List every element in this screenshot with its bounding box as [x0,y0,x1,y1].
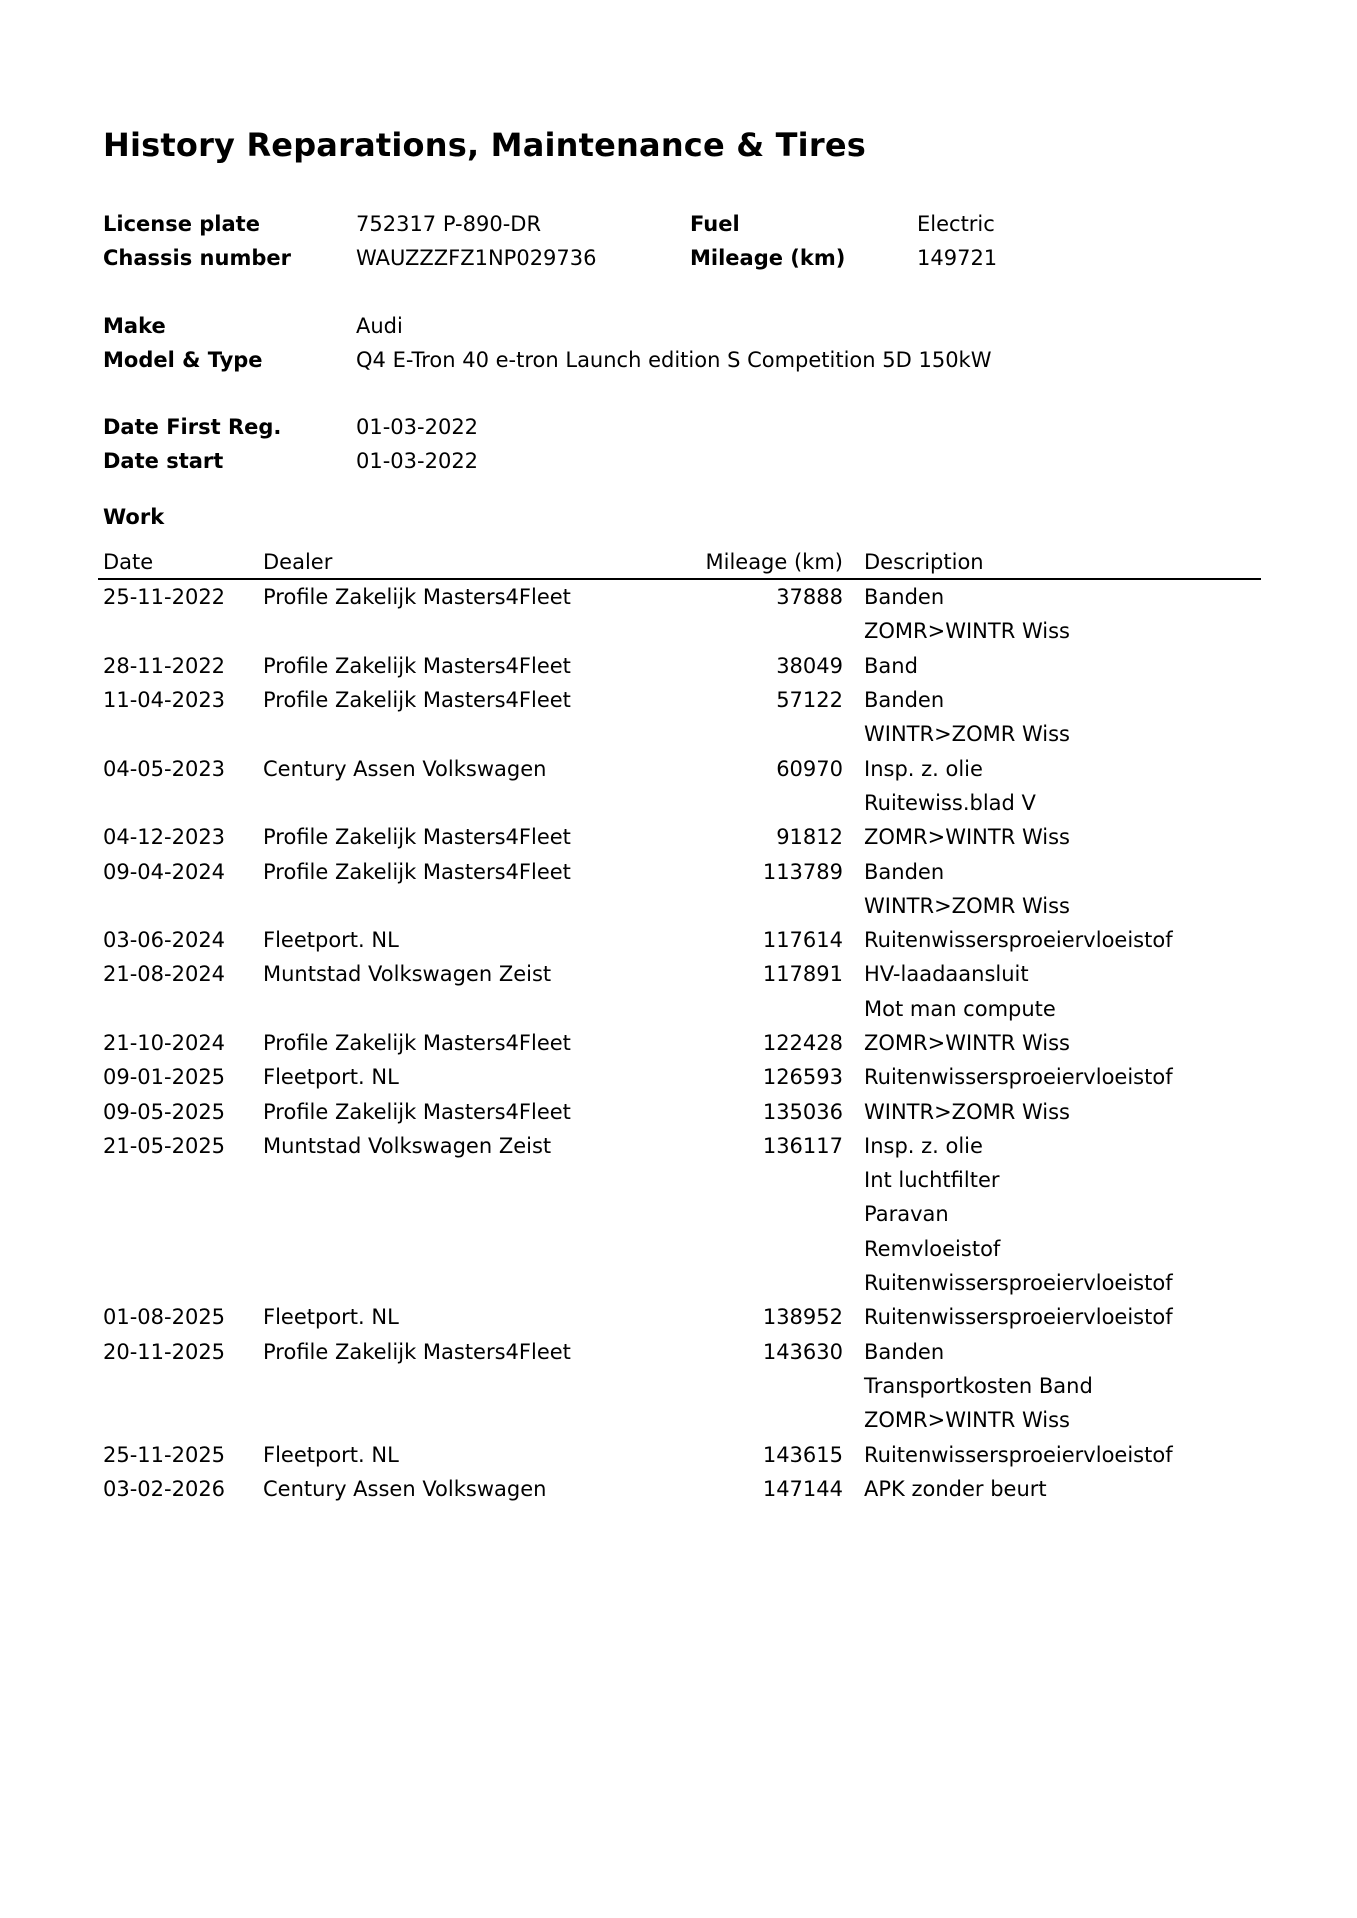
cell-mileage [688,1163,859,1197]
cell-dealer: Profile Zakelijk Masters4Fleet [263,1031,571,1055]
cell-mileage: 143630 [762,1339,843,1364]
cell-mileage [688,717,859,751]
cell-mileage [688,1403,859,1437]
cell-date [98,717,258,751]
cell-description: Mot man compute [864,996,1056,1021]
cell-description: Banden [864,585,945,610]
table-row [98,614,1261,648]
cell-description: WINTR>ZOMR Wiss [864,893,1071,918]
cell-description: Insp. z. olie [864,756,983,781]
cell-description: HV-laadaansluit [864,962,1029,987]
table-row [98,683,1261,717]
cell-date: 04-05-2023 [103,756,226,781]
cell-description: Ruitenwissersproeiervloeistof [864,928,1173,953]
cell-dealer [258,1197,688,1231]
cell-mileage: 117614 [762,928,843,953]
table-row [98,923,1261,957]
cell-mileage: 122428 [762,1031,843,1055]
cell-date [98,1369,258,1403]
work-table-body [98,579,1261,1506]
cell-dealer [258,786,688,820]
cell-mileage: 60970 [776,756,843,781]
cell-dealer: Profile Zakelijk Masters4Fleet [263,653,571,678]
cell-description: APK zonder beurt [864,1476,1047,1501]
page-title: History Reparations, Maintenance & Tires [103,126,866,164]
cell-date [98,1197,258,1231]
cell-dealer [258,717,688,751]
cell-description: Remvloeistof [864,1236,1001,1261]
table-row [98,820,1261,854]
cell-description: ZOMR>WINTR Wiss [864,825,1071,850]
license-plate-value: 752317 P-890-DR [356,212,542,236]
cell-description: Ruitenwissersproeiervloeistof [864,1442,1173,1467]
model-type-value: Q4 E-Tron 40 e-tron Launch edition S Competition 5D 150kW [356,348,992,372]
cell-dealer [258,1403,688,1437]
cell-mileage: 143615 [762,1442,843,1467]
cell-date [98,889,258,923]
cell-date [98,992,258,1026]
cell-description: Banden [864,688,945,713]
table-row [98,992,1261,1026]
cell-mileage: 37888 [776,585,843,610]
cell-dealer: Profile Zakelijk Masters4Fleet [263,688,571,713]
cell-mileage: 135036 [762,1099,843,1124]
cell-description: Ruitenwissersproeiervloeistof [864,1271,1173,1296]
work-table [98,546,1261,1506]
cell-dealer: Profile Zakelijk Masters4Fleet [263,859,571,884]
cell-dealer [258,1232,688,1266]
table-row [98,579,1261,614]
table-row [98,1129,1261,1163]
cell-dealer [258,1369,688,1403]
table-row [98,889,1261,923]
column-header-date: Date [98,546,258,579]
table-row [98,1403,1261,1437]
cell-mileage [688,1266,859,1300]
table-row [98,1197,1261,1231]
cell-dealer: Profile Zakelijk Masters4Fleet [263,585,571,610]
cell-dealer: Fleetport. NL [263,1065,399,1090]
cell-description: Insp. z. olie [864,1133,983,1158]
table-row [98,786,1261,820]
cell-mileage: 126593 [762,1065,843,1090]
cell-dealer: Fleetport. NL [263,1305,399,1330]
fuel-label: Fuel [690,212,740,236]
cell-date [98,1266,258,1300]
table-row [98,1300,1261,1334]
cell-mileage: 147144 [762,1476,843,1501]
cell-date [98,1403,258,1437]
cell-mileage: 136117 [762,1133,843,1158]
cell-date [98,1163,258,1197]
cell-dealer: Profile Zakelijk Masters4Fleet [263,1099,571,1124]
cell-mileage [688,786,859,820]
cell-date: 09-04-2024 [103,859,226,884]
cell-mileage [688,1197,859,1231]
cell-description: ZOMR>WINTR Wiss [864,1408,1071,1433]
table-row [98,1335,1261,1369]
table-row [98,854,1261,888]
fuel-value: Electric [917,212,995,236]
table-row [98,1232,1261,1266]
cell-mileage: 91812 [776,825,843,850]
cell-date: 25-11-2022 [103,585,226,610]
cell-dealer: Century Assen Volkswagen [263,756,547,781]
date-start-value: 01-03-2022 [356,449,479,473]
cell-dealer: Fleetport. NL [263,1442,399,1467]
table-row [98,1094,1261,1128]
work-table-header [98,546,1261,579]
cell-description: Paravan [864,1202,949,1227]
table-row [98,1472,1261,1506]
license-plate-label: License plate [103,212,260,236]
cell-date: 04-12-2023 [103,825,226,850]
cell-dealer [258,992,688,1026]
cell-description: ZOMR>WINTR Wiss [864,1031,1071,1055]
model-type-label: Model & Type [103,348,263,372]
cell-date: 03-06-2024 [103,928,226,953]
cell-date: 11-04-2023 [103,688,226,713]
date-start-label: Date start [103,449,224,473]
make-label: Make [103,314,166,338]
cell-mileage [688,1369,859,1403]
cell-mileage: 57122 [776,688,843,713]
cell-dealer: Muntstad Volkswagen Zeist [263,1133,552,1158]
cell-description: ZOMR>WINTR Wiss [864,619,1071,644]
cell-date: 28-11-2022 [103,653,226,678]
table-row [98,1437,1261,1471]
cell-dealer [258,889,688,923]
cell-mileage [688,889,859,923]
cell-dealer: Century Assen Volkswagen [263,1476,547,1501]
cell-date [98,1232,258,1266]
cell-dealer [258,1266,688,1300]
table-row [98,751,1261,785]
cell-mileage [688,1232,859,1266]
mileage-label: Mileage (km) [690,246,846,270]
cell-dealer: Muntstad Volkswagen Zeist [263,962,552,987]
column-header-description: Description [859,546,1261,579]
cell-description: Banden [864,1339,945,1364]
cell-date [98,614,258,648]
cell-mileage [688,992,859,1026]
table-row [98,1266,1261,1300]
column-header-mileage: Mileage (km) [688,546,859,579]
cell-date: 09-01-2025 [103,1065,226,1090]
cell-description: Ruitenwissersproeiervloeistof [864,1305,1173,1330]
table-row [98,1060,1261,1094]
cell-description: WINTR>ZOMR Wiss [864,1099,1071,1124]
date-first-reg-value: 01-03-2022 [356,415,479,439]
make-value: Audi [356,314,403,338]
cell-date: 20-11-2025 [103,1339,226,1364]
cell-description: Band [864,653,918,678]
cell-date: 01-08-2025 [103,1305,226,1330]
table-row [98,1026,1261,1060]
cell-date: 03-02-2026 [103,1476,226,1501]
cell-dealer [258,614,688,648]
column-header-dealer: Dealer [258,546,688,579]
cell-description: WINTR>ZOMR Wiss [864,722,1071,747]
cell-dealer: Profile Zakelijk Masters4Fleet [263,825,571,850]
cell-mileage: 138952 [762,1305,843,1330]
cell-mileage [688,614,859,648]
chassis-number-label: Chassis number [103,246,291,270]
cell-date: 21-08-2024 [103,962,226,987]
cell-mileage: 117891 [762,962,843,987]
cell-mileage: 38049 [776,653,843,678]
cell-date [98,786,258,820]
cell-mileage: 113789 [762,859,843,884]
table-row [98,1369,1261,1403]
cell-date: 25-11-2025 [103,1442,226,1467]
cell-dealer: Profile Zakelijk Masters4Fleet [263,1339,571,1364]
cell-date: 21-05-2025 [103,1133,226,1158]
table-row [98,957,1261,991]
cell-description: Ruitenwissersproeiervloeistof [864,1065,1173,1090]
date-first-reg-label: Date First Reg. [103,415,282,439]
cell-description: Transportkosten Band [864,1373,1093,1398]
cell-date: 21-10-2024 [103,1031,226,1055]
cell-dealer: Fleetport. NL [263,928,399,953]
cell-date: 09-05-2025 [103,1099,226,1124]
cell-description: Banden [864,859,945,884]
cell-dealer [258,1163,688,1197]
work-heading: Work [103,505,165,529]
cell-description: Ruitewiss.blad V [864,790,1036,815]
table-row [98,1163,1261,1197]
cell-description: Int luchtfilter [864,1168,1000,1193]
table-row [98,649,1261,683]
mileage-value: 149721 [917,246,998,270]
table-row [98,717,1261,751]
chassis-number-value: WAUZZZFZ1NP029736 [356,246,597,270]
